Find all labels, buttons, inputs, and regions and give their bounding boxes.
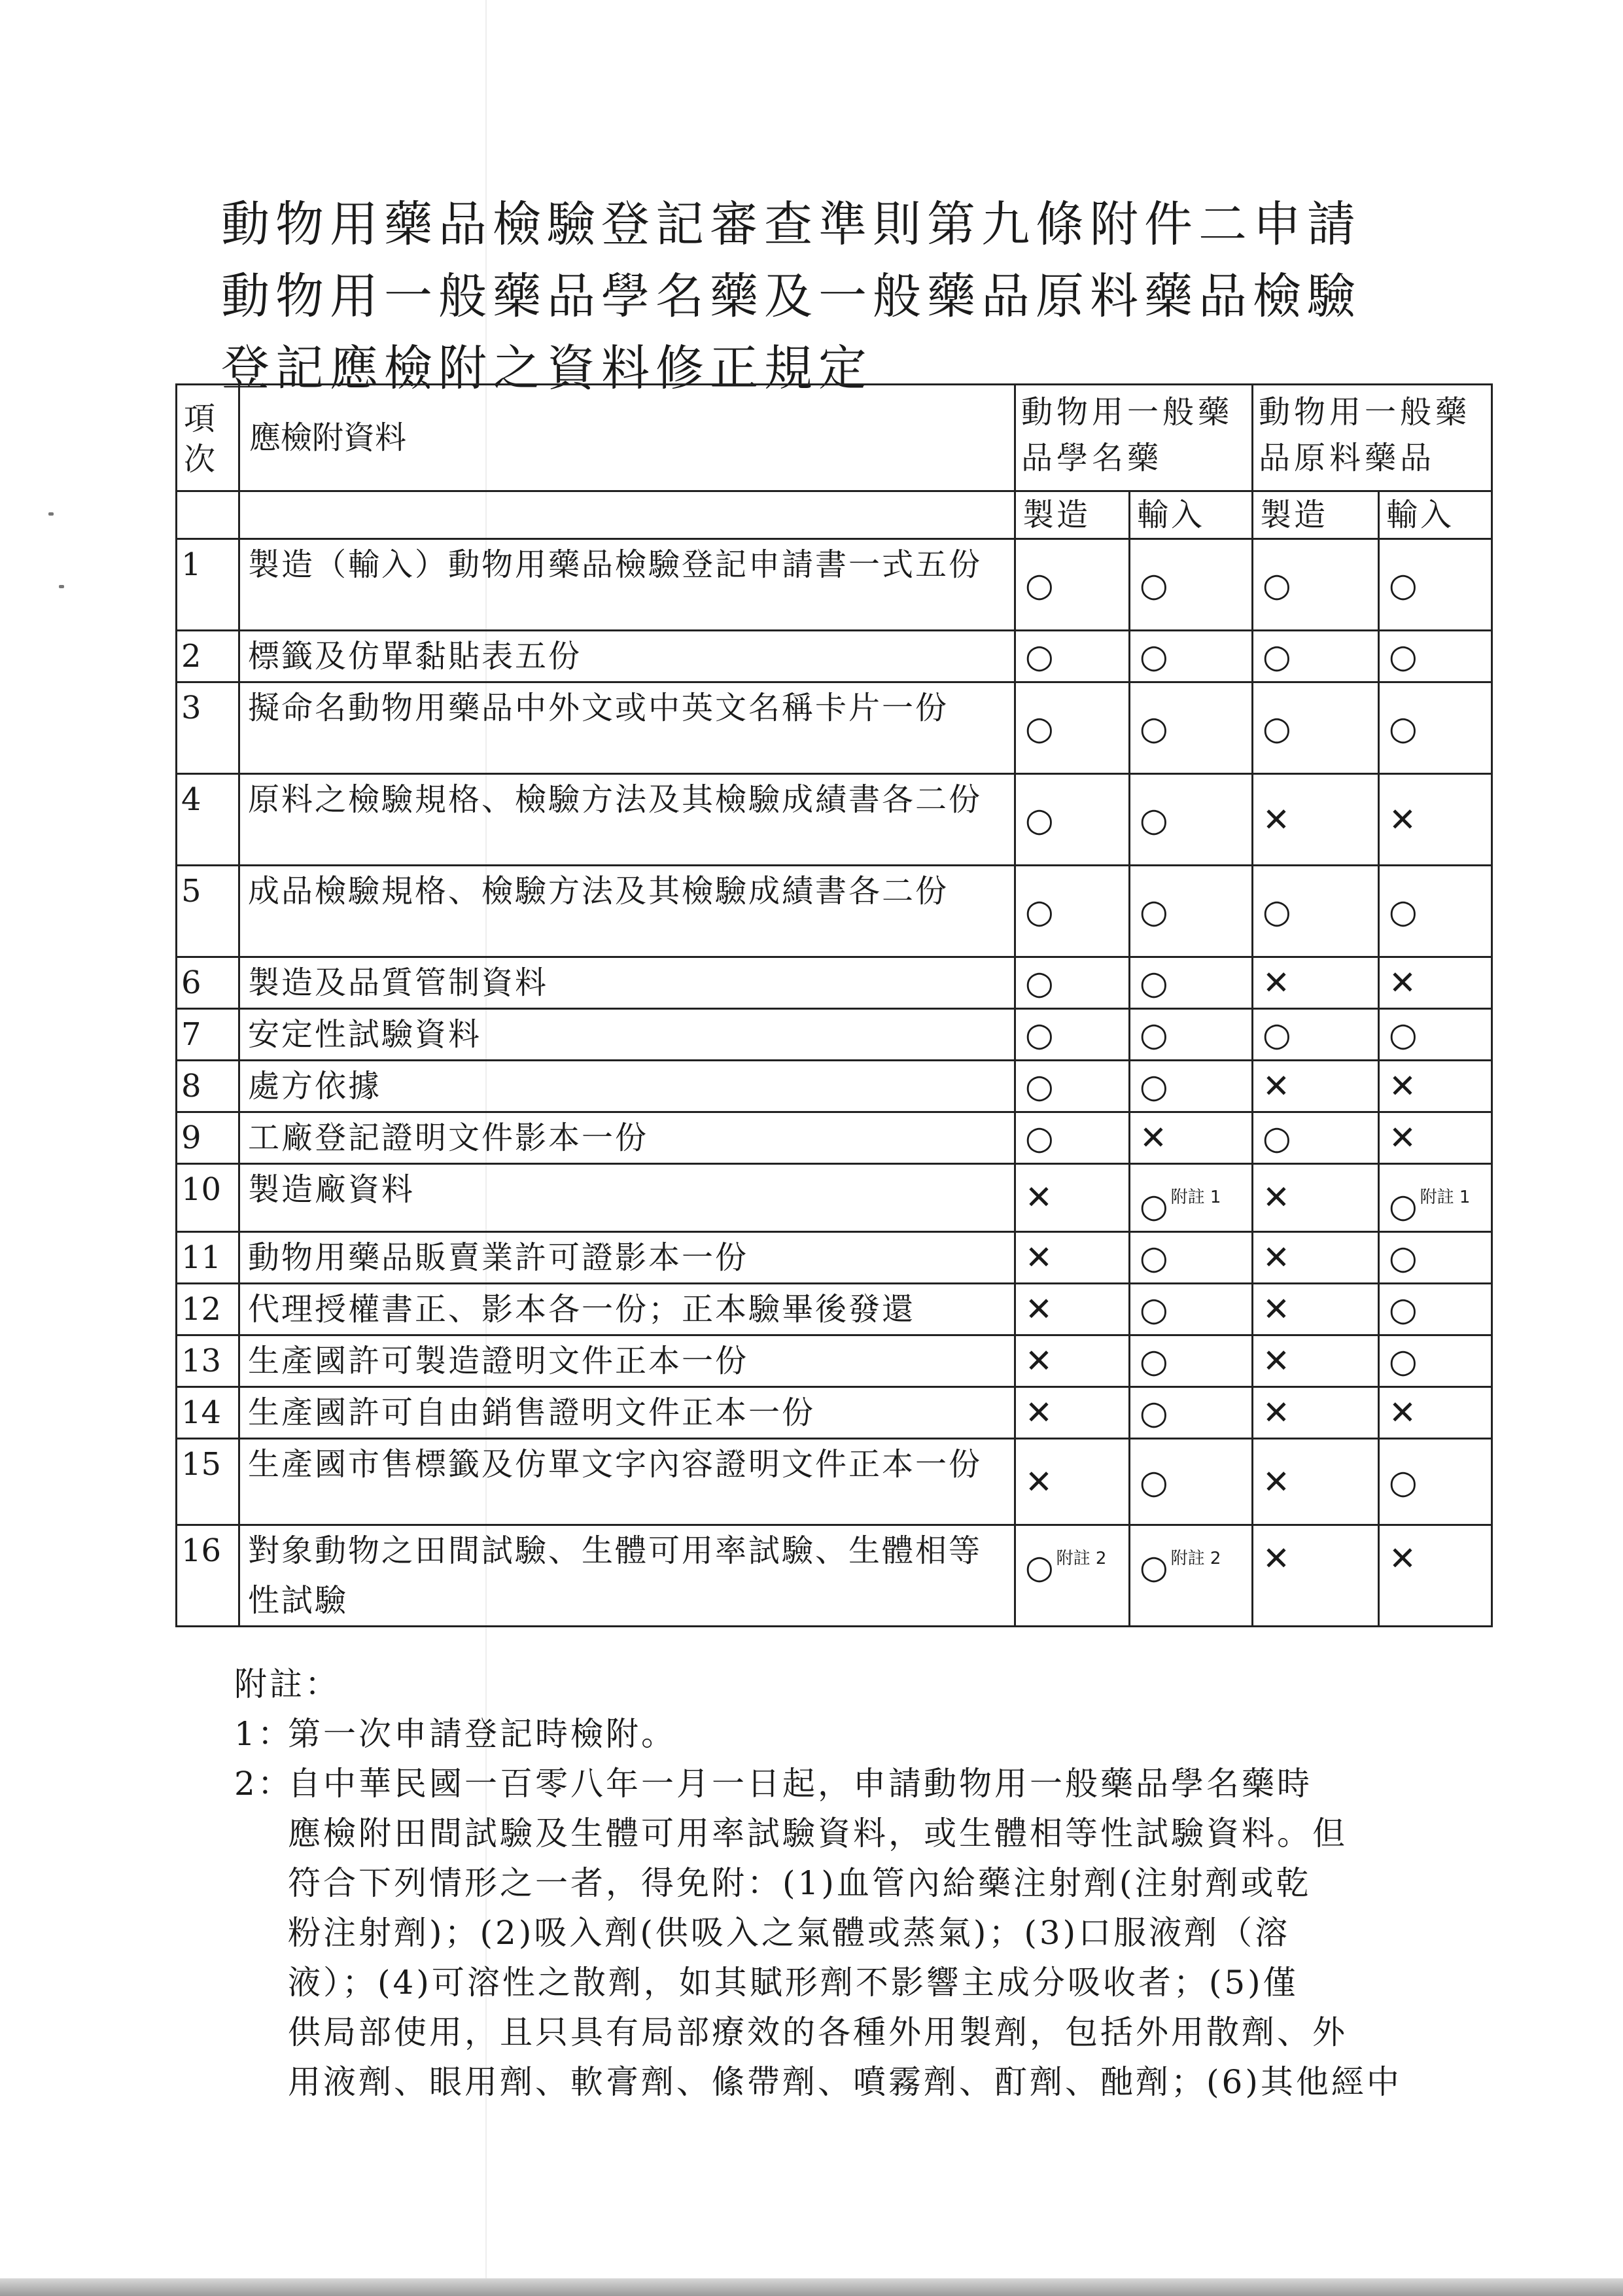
subheader-import: 輸入 (1379, 491, 1492, 539)
scan-speck (48, 512, 54, 516)
footnote-2 (234, 1759, 1477, 2107)
circle-required-icon: ○ (1389, 1462, 1418, 1501)
requirement-mark (1379, 1439, 1492, 1525)
requirement-mark (1253, 866, 1379, 957)
table-row (177, 866, 1492, 957)
requirement-mark (1130, 1164, 1253, 1232)
requirement-mark (1253, 1284, 1379, 1335)
requirement-mark (1015, 1232, 1130, 1284)
requirement-mark (1015, 1525, 1130, 1627)
required-document: 代理授權書正、影本各一份；正本驗畢後發還 (239, 1284, 1015, 1335)
required-document: 成品檢驗規格、檢驗方法及其檢驗成績書各二份 (239, 866, 1015, 957)
requirement-mark (1130, 682, 1253, 774)
item-number: 10 (177, 1164, 239, 1232)
table-row (177, 1525, 1492, 1627)
requirement-mark (1015, 631, 1130, 682)
requirement-mark (1130, 957, 1253, 1009)
cross-not-required-icon: ✕ (1025, 1462, 1053, 1501)
requirement-mark (1253, 1009, 1379, 1061)
circle-required-icon: ○ (1140, 565, 1168, 604)
requirement-mark (1253, 539, 1379, 631)
item-number: 2 (177, 631, 239, 682)
requirement-mark (1379, 1112, 1492, 1164)
requirement-mark (1130, 1525, 1253, 1627)
required-document: 製造廠資料 (239, 1164, 1015, 1232)
table-row (177, 539, 1492, 631)
requirement-mark (1015, 1284, 1130, 1335)
requirement-mark (1253, 1439, 1379, 1525)
circle-required-icon: ○ (1140, 1187, 1168, 1225)
item-number: 5 (177, 866, 239, 957)
requirement-mark (1379, 631, 1492, 682)
requirement-mark (1015, 866, 1130, 957)
circle-required-icon: ○ (1389, 1290, 1418, 1328)
requirement-mark (1130, 1335, 1253, 1387)
circle-required-icon: ○ (1140, 800, 1168, 839)
subheader-manufacture: 製造 (1253, 491, 1379, 539)
footnote-number: 2： (234, 1765, 293, 1803)
requirement-mark (1253, 957, 1379, 1009)
required-document: 原料之檢驗規格、檢驗方法及其檢驗成績書各二份 (239, 774, 1015, 866)
table-row (177, 1335, 1492, 1387)
scan-speck (59, 585, 64, 588)
requirement-mark (1130, 631, 1253, 682)
item-number: 8 (177, 1061, 239, 1112)
footnote-text: 自中華民國一百零八年一月一日起，申請動物用一般藥品學名藥時 應檢附田間試驗及生體可用率試驗資料，或生體相等性試驗資料。但 符合下列情形之一者，得免附：(1)血管內給藥注射劑(注射劑或乾 粉注射劑)；(2)吸入劑(供吸入之氣體或蒸氣)；(3)口服液劑（溶 液）；(4)可溶性之散劑，如其賦形劑不影響主成分吸收者；(5)僅 供局部使用，且只具有局部療效的各種外用製劑，包括外用散劑、外 用液劑、眼用劑、軟膏劑、絛帶劑、噴霧劑、酊劑、酏劑；(6)其他經中 (288, 1765, 1402, 2101)
requirement-mark (1253, 1335, 1379, 1387)
circle-required-icon: ○ (1025, 1119, 1054, 1157)
requirement-mark (1379, 1009, 1492, 1061)
required-document: 標籤及仿單黏貼表五份 (239, 631, 1015, 682)
required-document: 處方依據 (239, 1061, 1015, 1112)
required-document: 工廠登記證明文件影本一份 (239, 1112, 1015, 1164)
subheader-blank (177, 491, 239, 539)
cross-not-required-icon: ✕ (1263, 1178, 1290, 1216)
item-number: 14 (177, 1387, 239, 1439)
requirement-mark (1253, 682, 1379, 774)
cross-not-required-icon: ✕ (1263, 1067, 1290, 1105)
circle-required-icon: ○ (1140, 709, 1168, 747)
footnote-text: 第一次申請登記時檢附。 (288, 1715, 676, 1753)
table-row (177, 957, 1492, 1009)
circle-required-icon: ○ (1025, 565, 1054, 604)
item-number: 11 (177, 1232, 239, 1284)
circle-required-icon: ○ (1140, 892, 1168, 930)
required-document: 生產國許可自由銷售證明文件正本一份 (239, 1387, 1015, 1439)
cross-not-required-icon: ✕ (1389, 1540, 1416, 1578)
cross-not-required-icon: ✕ (1140, 1119, 1167, 1157)
required-document: 生產國許可製造證明文件正本一份 (239, 1335, 1015, 1387)
requirement-mark (1015, 1009, 1130, 1061)
requirement-mark (1379, 1232, 1492, 1284)
requirement-mark (1130, 1439, 1253, 1525)
cross-not-required-icon: ✕ (1263, 1342, 1290, 1380)
circle-required-icon: ○ (1025, 637, 1054, 675)
circle-required-icon: ○ (1140, 1290, 1168, 1328)
item-number: 12 (177, 1284, 239, 1335)
footnote-reference: 附註 1 (1420, 1188, 1471, 1207)
requirement-mark (1379, 866, 1492, 957)
circle-required-icon: ○ (1263, 637, 1291, 675)
required-document: 對象動物之田間試驗、生體可用率試驗、生體相等性試驗 (239, 1525, 1015, 1627)
cross-not-required-icon: ✕ (1025, 1394, 1053, 1432)
item-number: 15 (177, 1439, 239, 1525)
circle-required-icon: ○ (1025, 964, 1054, 1002)
header-item-number: 項次 (177, 385, 239, 491)
cross-not-required-icon: ✕ (1025, 1342, 1053, 1380)
cross-not-required-icon: ✕ (1389, 964, 1416, 1002)
footnotes-heading: 附註： (234, 1665, 340, 1703)
circle-required-icon: ○ (1389, 709, 1418, 747)
requirement-mark (1130, 1061, 1253, 1112)
table-row (177, 1284, 1492, 1335)
cross-not-required-icon: ✕ (1389, 1119, 1416, 1157)
table-row (177, 682, 1492, 774)
circle-required-icon: ○ (1025, 892, 1054, 930)
requirement-mark (1015, 682, 1130, 774)
requirement-mark (1015, 1061, 1130, 1112)
circle-required-icon: ○ (1140, 1548, 1168, 1586)
circle-required-icon: ○ (1140, 1239, 1168, 1277)
required-document: 生產國市售標籤及仿單文字內容證明文件正本一份 (239, 1439, 1015, 1525)
requirement-mark (1379, 957, 1492, 1009)
required-document: 擬命名動物用藥品中外文或中英文名稱卡片一份 (239, 682, 1015, 774)
document-title (221, 188, 1399, 404)
requirement-mark (1130, 774, 1253, 866)
header-generic-drug-group: 動物用一般藥品學名藥 (1015, 385, 1253, 491)
circle-required-icon: ○ (1025, 1548, 1054, 1586)
circle-required-icon: ○ (1140, 1342, 1168, 1380)
circle-required-icon: ○ (1140, 1067, 1168, 1105)
requirement-mark (1253, 1232, 1379, 1284)
cross-not-required-icon: ✕ (1263, 1540, 1290, 1578)
table-row (177, 1439, 1492, 1525)
required-document: 安定性試驗資料 (239, 1009, 1015, 1061)
item-number: 13 (177, 1335, 239, 1387)
table-row (177, 1112, 1492, 1164)
item-number: 9 (177, 1112, 239, 1164)
table-subheader-row (177, 491, 1492, 539)
cross-not-required-icon: ✕ (1025, 1290, 1053, 1328)
item-number: 7 (177, 1009, 239, 1061)
circle-required-icon: ○ (1263, 1119, 1291, 1157)
header-required-documents: 應檢附資料 (239, 385, 1015, 491)
circle-required-icon: ○ (1140, 637, 1168, 675)
cross-not-required-icon: ✕ (1263, 800, 1290, 839)
subheader-import: 輸入 (1130, 491, 1253, 539)
requirement-mark (1253, 1525, 1379, 1627)
table-row (177, 774, 1492, 866)
table-row (177, 631, 1492, 682)
cross-not-required-icon: ✕ (1263, 1239, 1290, 1277)
footnote-number: 1： (234, 1715, 293, 1753)
cross-not-required-icon: ✕ (1025, 1178, 1053, 1216)
requirement-mark (1379, 682, 1492, 774)
requirement-mark (1379, 1284, 1492, 1335)
circle-required-icon: ○ (1140, 1462, 1168, 1501)
requirement-mark (1015, 774, 1130, 866)
title-line: 動物用藥品檢驗登記審查準則第九條附件二申請 (221, 196, 1361, 253)
circle-required-icon: ○ (1389, 1239, 1418, 1277)
item-number: 3 (177, 682, 239, 774)
requirement-mark (1379, 774, 1492, 866)
circle-required-icon: ○ (1140, 964, 1168, 1002)
circle-required-icon: ○ (1389, 1187, 1418, 1225)
cross-not-required-icon: ✕ (1389, 1067, 1416, 1105)
requirement-mark (1130, 1232, 1253, 1284)
header-raw-material-group: 動物用一般藥品原料藥品 (1253, 385, 1492, 491)
requirement-mark (1253, 774, 1379, 866)
footnote-reference: 附註 1 (1170, 1188, 1221, 1207)
requirement-mark (1253, 1387, 1379, 1439)
required-document: 動物用藥品販賣業許可證影本一份 (239, 1232, 1015, 1284)
table-row (177, 1009, 1492, 1061)
item-number: 16 (177, 1525, 239, 1627)
requirement-mark (1130, 866, 1253, 957)
cross-not-required-icon: ✕ (1025, 1239, 1053, 1277)
required-documents-table (175, 383, 1493, 1627)
footnote-reference: 附註 2 (1056, 1549, 1107, 1568)
required-document: 製造（輸入）動物用藥品檢驗登記申請書一式五份 (239, 539, 1015, 631)
circle-required-icon: ○ (1389, 637, 1418, 675)
requirement-mark (1379, 1387, 1492, 1439)
circle-required-icon: ○ (1025, 1067, 1054, 1105)
cross-not-required-icon: ✕ (1263, 1290, 1290, 1328)
requirement-mark (1015, 1335, 1130, 1387)
requirement-mark (1130, 1284, 1253, 1335)
cross-not-required-icon: ✕ (1263, 1462, 1290, 1501)
requirement-mark (1253, 1061, 1379, 1112)
requirement-mark (1253, 1164, 1379, 1232)
table-row (177, 1387, 1492, 1439)
circle-required-icon: ○ (1389, 892, 1418, 930)
subheader-blank (239, 491, 1015, 539)
requirement-mark (1379, 539, 1492, 631)
cross-not-required-icon: ✕ (1389, 800, 1416, 839)
requirement-mark (1253, 1112, 1379, 1164)
circle-required-icon: ○ (1025, 800, 1054, 839)
circle-required-icon: ○ (1263, 565, 1291, 604)
requirement-mark (1130, 1112, 1253, 1164)
circle-required-icon: ○ (1263, 1016, 1291, 1053)
scanner-edge (0, 2278, 1623, 2296)
title-line: 登記應檢附之資料修正規定 (221, 340, 873, 397)
requirement-mark (1015, 539, 1130, 631)
circle-required-icon: ○ (1140, 1394, 1168, 1432)
circle-required-icon: ○ (1389, 565, 1418, 604)
table-row (177, 1164, 1492, 1232)
subheader-manufacture: 製造 (1015, 491, 1130, 539)
cross-not-required-icon: ✕ (1389, 1394, 1416, 1432)
requirement-mark (1379, 1061, 1492, 1112)
title-line: 動物用一般藥品學名藥及一般藥品原料藥品檢驗 (221, 268, 1361, 325)
requirement-mark (1015, 1164, 1130, 1232)
footnotes (234, 1659, 1477, 2107)
table-row (177, 1061, 1492, 1112)
circle-required-icon: ○ (1140, 1016, 1168, 1053)
requirement-mark (1130, 1009, 1253, 1061)
cross-not-required-icon: ✕ (1263, 964, 1290, 1002)
table-row (177, 1232, 1492, 1284)
circle-required-icon: ○ (1389, 1342, 1418, 1380)
circle-required-icon: ○ (1263, 709, 1291, 747)
requirement-mark (1015, 1439, 1130, 1525)
requirement-mark (1253, 631, 1379, 682)
requirement-mark (1379, 1525, 1492, 1627)
requirement-mark (1379, 1335, 1492, 1387)
circle-required-icon: ○ (1025, 709, 1054, 747)
requirement-mark (1015, 1387, 1130, 1439)
circle-required-icon: ○ (1025, 1016, 1054, 1053)
item-number: 4 (177, 774, 239, 866)
requirement-mark (1015, 957, 1130, 1009)
cross-not-required-icon: ✕ (1263, 1394, 1290, 1432)
item-number: 1 (177, 539, 239, 631)
footnote-1 (234, 1709, 1477, 1759)
circle-required-icon: ○ (1263, 892, 1291, 930)
table-header-row (177, 385, 1492, 491)
circle-required-icon: ○ (1389, 1016, 1418, 1053)
footnote-reference: 附註 2 (1170, 1549, 1221, 1568)
requirement-mark (1379, 1164, 1492, 1232)
requirement-mark (1015, 1112, 1130, 1164)
requirement-mark (1130, 1387, 1253, 1439)
requirement-mark (1130, 539, 1253, 631)
item-number: 6 (177, 957, 239, 1009)
required-document: 製造及品質管制資料 (239, 957, 1015, 1009)
